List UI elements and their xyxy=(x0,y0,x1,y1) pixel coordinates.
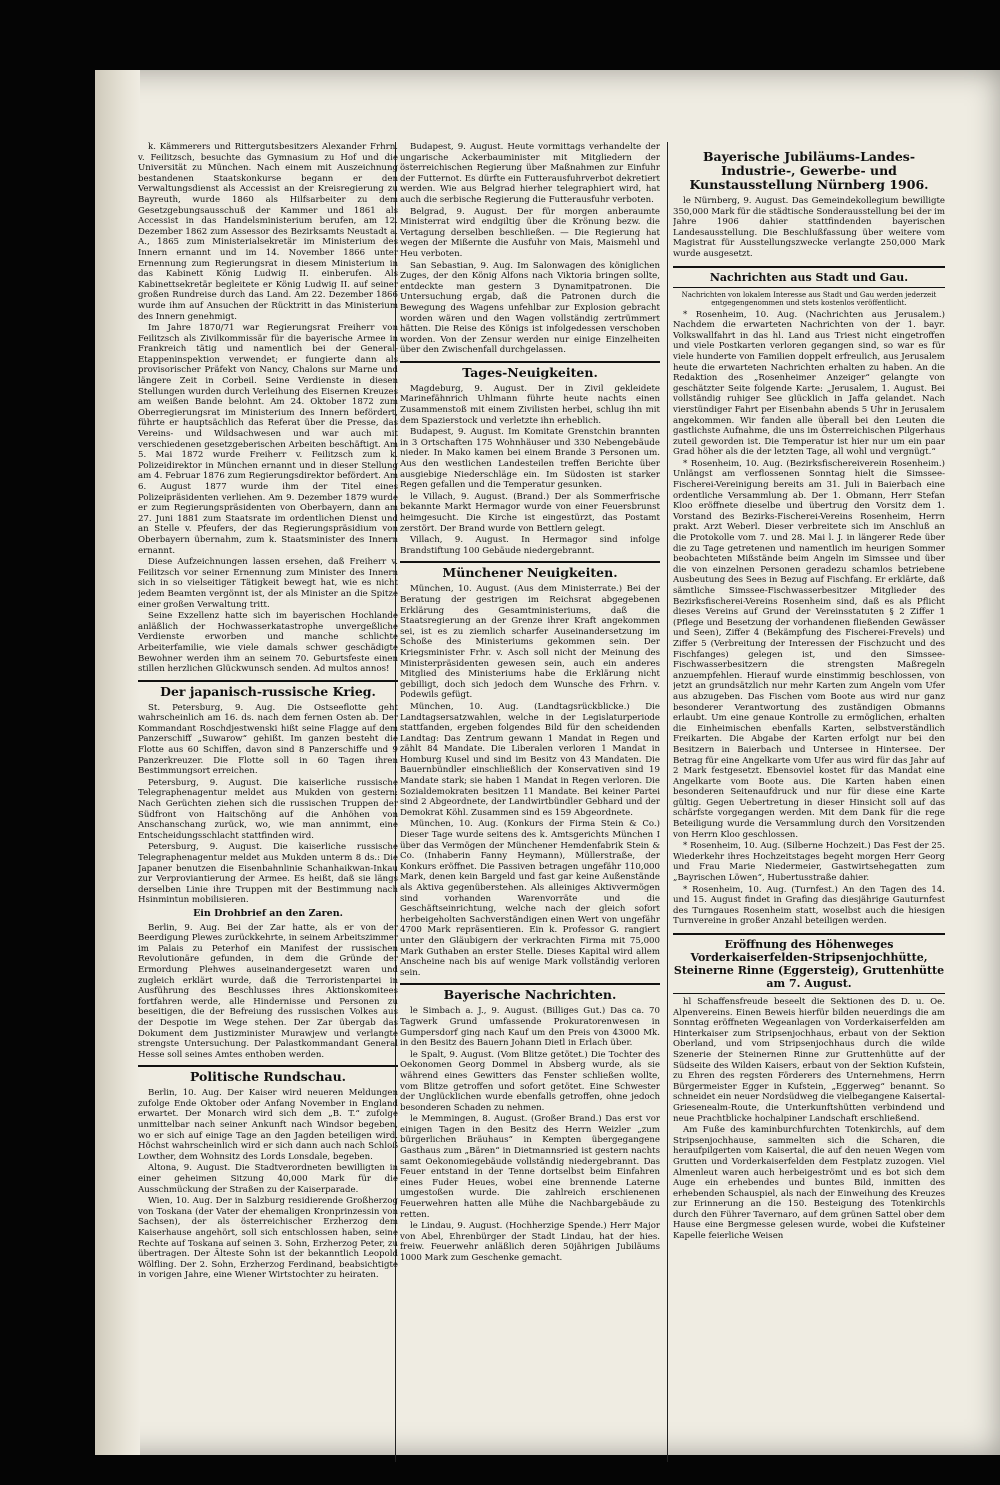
section-heading: Bayerische Jubiläums-Landes-Industrie-, Gewerbe- und Kunstausstellung Nürnberg 1906. xyxy=(689,149,929,192)
editorial-note: Nachrichten von lokalem Interesse aus Stadt und Gau werden jederzeit entgegengenommen und stets kostenlos veröffentlicht. xyxy=(681,290,937,307)
article-paragraph: le Simbach a. J., 9. August. (Billiges Gut.) Das ca. 70 Tagwerk Grund umfassende Prokuratorenwesen in Gumpersdorf ging nach Kauf um den Preis von 43000 Mk. in den Besitz des Bauern Johann Dietl in Erlach über. xyxy=(400,1006,660,1049)
article-paragraph: Belgrad, 9. August. Der für morgen anberaumte Ministerrat wird endgiltig über die Krönung bezw. die Vertagung derselben beschließen. — Die Regierung hat wegen der Mißernte die Ausfuhr von Mais, Maismehl und Heu verboten. xyxy=(400,206,660,259)
article-paragraph: Wien, 10. Aug. Der in Salzburg residierende Großherzog von Toskana (der Vater der ehemaligen Kronprinzessin von Sachsen), der als österreichischer Erzherzog dem Kaiserhause angehört, soll sich entschlossen haben, seine Rechte auf Toskana auf seinen 3. Sohn, Erzherzog Peter, zu übertragen. Der Älteste Sohn ist der bekanntlich Leopold Wölfling. Der 2. Sohn, Erzherzog Ferdinand, beabsichtigte in vorigen Jahre, eine Wiener Wirtstochter zu heiraten. xyxy=(138,1196,398,1281)
article-paragraph: * Rosenheim, 10. Aug. (Turnfest.) An den Tagen des 14. und 15. August findet in Grafing das diesjährige Gauturnfest des Turngaues Rosenheim statt, woselbst auch die hiesigen Turnvereine in großer Anzahl beteiligen werden. xyxy=(673,884,945,927)
column-2 xyxy=(400,142,660,1467)
article-paragraph: Diese Aufzeichnungen lassen ersehen, daß Freiherr v. Feilitzsch vor seiner Ernennung zum Minister des Innern sich in so vielseitiger Tätigkeit bewegt hat, wie es nicht jedem Beamten vergönnt ist, der als Minister an die Spitze einer großen Verwaltung tritt. xyxy=(138,557,398,610)
article-paragraph: St. Petersburg, 9. Aug. Die Ostseeflotte geht wahrscheinlich am 16. ds. nach dem fernen Osten ab. Der Kommandant Roschdjestwenski hißt seine Flagge auf dem Panzerschiff „Suwarow“ gehißt. Im ganzen besteht die Flotte aus 60 Schiffen, davon sind 8 Panzerschiffe und 9 Panzerkreuzer. Die Flotte soll in 60 Tagen ihren Bestimmungsort erreichen. xyxy=(138,702,398,777)
article-paragraph: München, 10. August. (Aus dem Ministerrate.) Bei der Beratung der gestrigen im Reichsrat abgegebenen Erklärung des Gesamtministeriums, daß die Staatsregierung an der Grenze ihrer Kraft angekommen sei, ist es zu ziemlich scharfer Auseinandersetzung im Schoße des Ministeriums gekommen sein. Der Kriegsminister Frhr. v. Asch soll nicht der Meinung des Ministerpräsidenten gewesen sein, auch ein anderes Mitglied des Ministeriums habe die Erklärung nicht gebilligt, doch sich jedoch dem Wunsche des Frhrn. v. Podewils gefügt. xyxy=(400,584,660,701)
article-paragraph: San Sebastian, 9. Aug. Im Salonwagen des königlichen Zuges, der den König Alfons nach Viktoria bringen sollte, entdeckte man gestern 3 Dynamitpatronen. Die Untersuchung ergab, daß die Patronen durch die Bewegung des Wagens unfehlbar zur Explosion gebracht worden wären und den Wagen vollständig zertrümmert hätten. Die Reise des Königs ist infolgedessen verschoben worden. Von der Zensur werden nur einige Einzelheiten über den Zwischenfall durchgelassen. xyxy=(400,260,660,356)
section-heading: Tages-Neuigkeiten. xyxy=(400,361,660,380)
section-heading: Münchener Neuigkeiten. xyxy=(400,561,660,580)
article-paragraph: hl Schaffensfreude beseelt die Sektionen des D. u. Oe. Alpenvereins. Einen Beweis hierfür bilden neuerdings die am Sonntag eröffneten Wegeanlagen von Vorderkaiserfelden am Hinterkaiser zum Stripsenjochhaus, erbaut von der Sektion Oberland, und vom Stripsenjochhaus durch die wilde Szenerie der Steinernen Rinne zur Gruttenhütte auf der Südseite des Wilden Kaisers, erbaut von der Sektion Kufstein, zu Ehren des regsten Förderers des Unternehmens, Herrn Bürgermeister Egger in Kufstein, „Eggerweg“ benannt. So schneidet ein neuer Nordsüdweg die vielbegangene Kaisertal-Griesenealm-Route, die Unterkunftshütten verbindend und neue Prachtblicke hochalpiner Landschaft erschließend. xyxy=(673,997,945,1124)
section-heading: Nachrichten aus Stadt und Gau. xyxy=(673,266,945,288)
article-paragraph: le Spalt, 9. August. (Vom Blitze getötet.) Die Tochter des Oekonomen Georg Dommel in Absberg wurde, als sie während eines Gewitters das Fenster schließen wollte, vom Blitze getroffen und sofort getötet. Eine Schwester der Unglücklichen wurde ebenfalls getroffen, ohne jedoch besonderen Schaden zu nehmen. xyxy=(400,1049,660,1113)
article-paragraph: Budapest, 9. August. Heute vormittags verhandelte der ungarische Ackerbauminister mit Mitgliedern der österreichischen Regierung über Maßnahmen zur Einfuhr der Futternot. Es dürfte ein Futterausfuhrverbot dekretiert werden. Wie aus Belgrad hierher telegraphiert wird, hat auch die serbische Regierung die Futterausfuhr verboten. xyxy=(400,142,660,205)
column-divider xyxy=(667,142,668,1462)
article-paragraph: le Nürnberg, 9. August. Das Gemeindekollegium bewilligte 350,000 Mark für die städtische Sonderausstellung bei der im Jahre 1906 dahier stattfindenden bayerischen Landesausstellung. Die Beschlußfassung über weitere vom Magistrat für Ausstellungszwecke verlangte 250,000 Mark wurde ausgesetzt. xyxy=(673,196,945,259)
article-paragraph: le Villach, 9. August. (Brand.) Der als Sommerfrische bekannte Markt Hermagor wurde von einer Feuersbrunst heimgesucht. Die Kirche ist eingestürzt, das Postamt zerstört. Der Brand wurde von Bettlern gelegt. xyxy=(400,491,660,534)
article-paragraph: * Rosenheim, 10. Aug. (Nachrichten aus Jerusalem.) Nachdem die erwarteten Nachrichten von der 1. bayr. Volkswallfahrt in das hl. Land aus Triest nicht eingetroffen und viele Postkarten verloren gegangen sind, so war es für viele hunderte von Familien doppelt erfreulich, aus Jerusalem heute die erwarteten Nachrichten erhalten zu haben. An die Redaktion des „Rosenheimer Anzeiger“ gelangte von geschätzter Seite folgende Karte: „Jerusalem, 1. August. Bei vollständig ruhiger See glücklich in Jaffa gelandet. Nach vierstündiger Fahrt per Eisenbahn abends 5 Uhr in Jerusalem angekommen. Wir fanden alle überall bei den Leuten die gastlichste Aufnahme, die uns im Österreichischen Pilgerhaus zuteil geworden ist. Die Temperatur ist hier nur um ein paar Grad höher als die der letzten Tage, all wohl und vergnügt.“ xyxy=(673,309,945,458)
article-paragraph: Magdeburg, 9. August. Der in Zivil gekleidete Marinefähnrich Uhlmann führte heute nachts einen Zusammenstoß mit einem Zivilisten herbei, schlug ihn mit dem Spazierstock und verletzte ihn erheblich. xyxy=(400,383,660,426)
article-paragraph: Villach, 9. August. In Hermagor sind infolge Brandstiftung 100 Gebäude niedergebrannt. xyxy=(400,535,660,556)
column-3 xyxy=(673,142,945,1467)
article-paragraph: Am Fuße des kaminburchfurchten Totenkirchls, auf dem Stripsenjochhause, sammelten sich die Scharen, die heraufpilgerten vom Kaisertal, die auf den neuen Wegen vom Grutten und Vorderkaiserfelden dem Festplatz zuzogen. Viel Almenleut waren auch herbeigeströmt und es bot sich dem Auge ein erhebendes und buntes Bild, inmitten des erhebenden Schauspiel, als nach der Einweihung des Kreuzes zur Erinnerung an die 150. Besteigung des Totenkirchls durch den Führer Tavernaro, auf dem grünen Sattel ober dem Hause eine Bergmesse gelesen wurde, wobei die Kufsteiner Kapelle feierliche Weisen xyxy=(673,1125,945,1242)
article-paragraph: le Memmingen, 8. August. (Großer Brand.) Das erst vor einigen Tagen in den Besitz des Herrn Weizler „zum bürgerlichen Bräuhaus“ in Kempten übergegangene Gasthaus zum „Bären“ in Dietmannsried ist gestern nachts samt Oekonomiegebäude vollständig niedergebrannt. Das Feuer entstand in der Tenne dortselbst beim Einfahren eines Fuder Heues, wobei eine brennende Laterne umgestoßen wurde. Die zahlreich erschienenen Feuerwehren hatten alle Mühe die Nachbargebäude zu retten. xyxy=(400,1114,660,1220)
article-paragraph: Seine Exzellenz hatte sich im bayerischen Hochlande anläßlich der Hochwasserkatastrophe unvergeßliche Verdienste erworben und manche schlichte Arbeiterfamilie, wie viele damals schwer geschädigte Bewohner werden ihm an seinem 70. Geburtsfeste einen stillen herzlichen Glückwunsch senden. Ad multos annos! xyxy=(138,611,398,675)
article-paragraph: * Rosenheim, 10. Aug. (Bezirksfischereiverein Rosenheim.) Unlängst am verflossenen Sonntag hielt die Simssee-Fischerei-Vereinigung bereits am 31. Juli in Baierbach eine ordentliche Versammlung ab. Der 1. Obmann, Herr Stefan Kloo eröffnete dieselbe und übertrug den Vorsitz dem 1. Vorstand des Bezirks-Fischerei-Vereins Rosenheim, Herrn prakt. Arzt Weberl. Dieser verbreitete sich im Anschluß an die Protokolle vom 7. und 28. Mai l. J. in längerer Rede über die zu Tage getretenen und namentlich im heurigen Sommer beobachteten Mißstände beim Angeln im Simssee und über die von einzelnen Personen geradezu schamlos betriebene Ausbeutung des Sees in Bezug auf Fischfang. Er erklärte, daß sämtliche Simssee-Fischwasserbesitzer Mitglieder des Bezirksfischerei-Vereins Rosenheim sind, daß es als Pflicht dieses Vereins auf Grund der Vereinsstatuten § 2 Ziffer 1 (Pflege und Besetzung der vorhandenen fließenden Gewässer und Seen), Ziffer 4 (Bekämpfung des Fischerei-Frevels) und Ziffer 5 (Verbreitung der Interessen der Fischzucht und des Fischfanges) gelegen ist, und den Simssee-Fischwasserbesitzern die strengsten Maßregeln anzuempfehlen. Hierauf wurde einstimmig beschlossen, von jetzt an grundsätzlich nur mehr Karten zum Angeln vom Ufer aus abzugeben. Das Fischen vom Boote aus wird nur ganz besonderer Verantwortung des zuständigen Obmanns erlaubt. Um eine genaue Kontrolle zu ermöglichen, erhalten die Einheimischen ebenfalls Karten, selbstverständlich Freikarten. Die Abgabe der Karten erfolgt nur bei den Besitzern in Baierbach und Untersee in Hintersee. Der Betrag für eine Angelkarte vom Ufer aus wird für das Jahr auf 2 Mark festgesetzt. Ebensoviel kostet für das Mandat eine Angelkarte vom Boote aus. Die Karten haben einen besonderen Seitenaufdruck und nur für diese eine Karte gültig. Gegen Uebertretung in dieser Hinsicht soll auf das schärfste vorgegangen werden. Mit dem Dank für die rege Beteiligung wurde die Versammlung durch den Vorsitzenden von Herrn Kloo geschlossen. xyxy=(673,458,945,840)
article-paragraph: Petersburg, 9. August. Die kaiserliche russische Telegraphenagentur meldet aus Mukden unterm 8 ds.: Die Japaner benutzen die Eisenbahnlinie Schanhaikwan-Inkau zur Verproviantierung der Armee. Es heißt, daß sie längs derselben Linie ihre Truppen mit der Bestimmung nach Hsinmintun mobilisieren. xyxy=(138,842,398,906)
article-paragraph: München, 10. Aug. (Konkurs der Firma Stein & Co.) Dieser Tage wurde seitens des k. Amtsgerichts München I über das Vermögen der Münchener Hemdenfabrik Stein & Co. (Inhaberin Fanny Heymann), Müllerstraße, der Konkurs eröffnet. Die Passiven betragen ungefähr 110,000 Mark, denen kein Bargeld und fast gar keine Außenstände als Aktiva gegenüberstehen. Als alleiniges Aktivvermögen sind vorhanden Warenvorräte und die Geschäftseinrichtung, welche nach der gleich sofort herbeigeholten Sachverständigen einen Wert von ungefähr 4700 Mark repräsentieren. Ein k. Professor G. rangiert unter den Gläubigern der verkrachten Firma mit 75,000 Mark Guthaben an erster Stelle. Dieses Kapital wird allem Anscheine nach bis auf wenige Mark vollständig verloren sein. xyxy=(400,819,660,978)
column-1 xyxy=(138,142,398,1467)
article-paragraph: Altona, 9. August. Die Stadtverordneten bewilligten in einer geheimen Sitzung 40,000 Mark für die Ausschmückung der Straßen zu der Kaiserparade. xyxy=(138,1163,398,1195)
article-paragraph: München, 10. Aug. (Landtagsrückblicke.) Die Landtagsersatzwahlen, welche in der Legislaturperiode stattfanden, ergeben folgendes Bild für den scheidenden Landtag: Das Zentrum gewann 1 Mandat in Regen und zählt 84 Mandate. Die Liberalen verloren 1 Mandat in Homburg Kusel und sind im Besitz von 43 Mandaten. Die Bauernbündler einschließlich der Konservativen sind 19 Mandate stark; sie haben 1 Mandat in Regen verloren. Die Sozialdemokraten besitzen 11 Mandate. Bei keiner Partei sind 2 Abgeordnete, der Landwirtbündler Gebhard und der Demokrat Köhl. Zusammen sind es 159 Abgeordnete. xyxy=(400,701,660,818)
newspaper-page xyxy=(95,70,1000,1455)
article-paragraph: Petersburg, 9. August. Die kaiserliche russische Telegraphenagentur meldet aus Mukden von gestern: Nach Gerüchten ziehen sich die russischen Truppen der Südfront von Haitschöng auf die Anhöhen von Anschanschang zurück, wo, wie man annimmt, eine Entscheidungsschlacht stattfinden wird. xyxy=(138,777,398,841)
article-paragraph: k. Kämmerers und Rittergutsbesitzers Alexander Frhrn. v. Feilitzsch, besuchte das Gymnasium zu Hof und die Universität zu München. Nach einem mit Auszeichnung bestandenen Staatskonkurse begann er den Verwaltungsdienst als Accessist an der Kreisregierung zu Bayreuth, wurde 1860 als Hilfsarbeiter zu dem Gesetzgebungsausschuß der Kammer und 1861 als Accessist in das Handelsministerium berufen, am 12. Dezember 1862 zum Assessor des Bezirksamts Neustadt a. A., 1865 zum Ministerialsekretär im Ministerium des Innern ernannt und im 14. November 1866 unter Ernennung zum Regierungsrat in diesem Ministerium in das Kabinett König Ludwig II. einberufen. Als Kabinettsekretär begleitete er König Ludwig II. auf seiner großen Rundreise durch das Land. Am 22. Dezember 1866 wurde ihm auf Ansuchen der Rücktritt in das Ministerium des Innern genehmigt. xyxy=(138,142,398,322)
page-binding-edge xyxy=(95,70,140,1455)
article-paragraph: Berlin, 9. Aug. Bei der Zar hatte, als er von der Beerdigung Plewes zurückkehrte, in seinem Arbeitszimmer im Palais zu Peterhof ein Manifest der russischen Revolutionäre gefunden, in dem die Gründe der Ermordung Plehwes auseinandergesetzt waren und zugleich erklärt wurde, daß die Terroristenpartei in Ausführung des Beschlusses ihres Aktionskomitees fortfahren werde, alle Hindernisse und Personen zu beseitigen, die der Befreiung des russischen Volkes aus der Despotie im Wege stehen. Der Zar übergab das Dokument dem Justizminister Murawjew und verlangte strengste Untersuchung. Der Palastkommandant General Hesse soll seines Amtes enthoben werden. xyxy=(138,922,398,1060)
section-heading: Der japanisch-russische Krieg. xyxy=(138,680,398,699)
sub-heading: Ein Drohbrief an den Zaren. xyxy=(193,907,343,919)
article-paragraph: * Rosenheim, 10. Aug. (Silberne Hochzeit.) Das Fest der 25. Wiederkehr ihres Hochzeitstages begeht morgen Herr Georg und Frau Marie Niedermeier, Gastwirtsehegatten zum „Bayrischen Löwen“, Hubertusstraße dahier. xyxy=(673,841,945,884)
article-paragraph: Berlin, 10. Aug. Der Kaiser wird neueren Meldungen zufolge Ende Oktober oder Anfang November in England erwartet. Der Monarch wird sich dem „B. T.“ zufolge unmittelbar nach seiner Ankunft nach Windsor begeben, wo er sich auf einige Tage an den Jagden beteiligen wird. Höchst wahrscheinlich wird er sich dann auch nach Schloß Lowther, dem Wohnsitz des Lords Lonsdale, begeben. xyxy=(138,1088,398,1162)
article-paragraph: le Lindau, 9. August. (Hochherzige Spende.) Herr Major von Abel, Ehrenbürger der Stadt Lindau, hat der hies. freiw. Feuerwehr anläßlich deren 50jährigen Jubiläums 1000 Mark zum Geschenke gemacht. xyxy=(400,1221,660,1263)
section-heading: Bayerische Nachrichten. xyxy=(400,983,660,1002)
section-heading: Politische Rundschau. xyxy=(138,1065,398,1084)
article-paragraph: Budapest, 9. August. Im Komitate Grenstchin brannten in 3 Ortschaften 175 Wohnhäuser und 330 Nebengebäude nieder. In Mako kamen bei einem Brande 3 Personen um. Aus den westlichen Landesteilen treffen Berichte über ausgiebige Niederschläge ein. Im Südosten ist starker Regen gefallen und die Temperatur gesunken. xyxy=(400,427,660,491)
section-heading: Eröffnung des Höhenweges Vorderkaiserfelden-Stripsenjochhütte, Steinerne Rinne (Eggersteig), Gruttenhütte am 7. August. xyxy=(673,933,945,994)
article-paragraph: Im Jahre 1870/71 war Regierungsrat Freiherr von Feilitzsch als Zivilkommissär für die bayerische Armee in Frankreich tätig und namentlich bei der General-Etappeninspektion verwendet; er fungierte dann als provisorischer Präfekt von Nancy, Chalons sur Marne und längere Zeit in Corbeil. Seine Verdienste in diesen Stellungen wurden durch Verleihung des Eisernen Kreuzes am weißen Bande belohnt. Am 24. Oktober 1872 zum Oberregierungsrat im Ministerium des Innern befördert, führte er hauptsächlich das Referat über die Presse, das Vereins- und Wildsachwesen und war auch mit verschiedenen gesetzgeberischen Arbeiten beschäftigt. Am 5. Mai 1872 wurde Freiherr v. Feilitzsch zum k. Polizeidirektor in München ernannt und in dieser Stellung am 4. Februar 1876 zum Regierungsdirektor befördert. Am 6. August 1877 wurde ihm der Titel eines Polizeipräsidenten verliehen. Am 9. Dezember 1879 wurde er zum Regierungspräsidenten von Oberbayern, dann am 27. Juni 1881 zum Staatsrate im ordentlichen Dienst und an Stelle v. Pfeufers, der das Regierungspräsidium von Oberbayern übernahm, zum k. Staatsminister des Innern ernannt. xyxy=(138,323,398,556)
